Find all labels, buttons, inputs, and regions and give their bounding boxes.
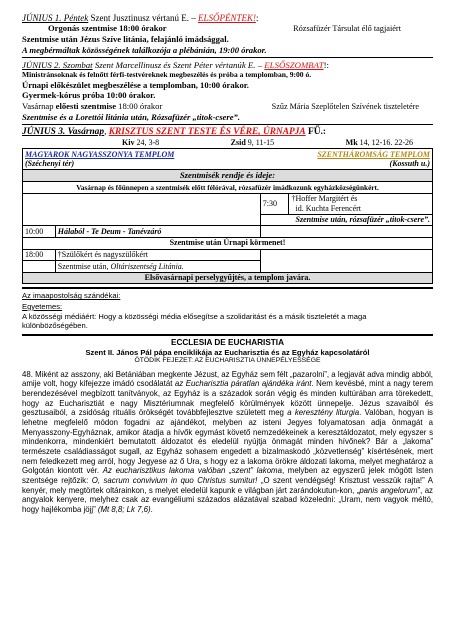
article-subtitle: Szent II. János Pál pápa enciklikája az Eucharisztia és az Egyház kapcsolatáról: [85, 347, 370, 357]
mass-1000-time: 10:00: [23, 226, 56, 238]
june-2-mass: Vasárnap előesti szentmise 18:00 órakor: [22, 100, 163, 111]
june-1-section: [22, 13, 433, 55]
church-row: [23, 149, 433, 170]
mass-1000-intention: Hálaból - Te Deum - Tanévzáró: [55, 226, 260, 238]
right-church-place: (Kossuth u.): [389, 159, 430, 169]
mass-730-time: 7:30: [260, 193, 289, 214]
mass-1800-after-row: [23, 261, 433, 273]
reading-2: Zsid 9, 11-15: [230, 138, 275, 148]
intention-title: Az imaapostolság szándékai:: [22, 291, 121, 301]
procession-row: [23, 237, 433, 249]
order-note: Vasárnap és főünnepen a szentmisék előtt félórával, rózsafüzér imádkozunk egyházközségünkért.: [23, 182, 433, 194]
mass-1800-after: Szentmise után, Oltáriszentség Litánia.: [55, 261, 260, 273]
order-title-row: [23, 170, 433, 182]
order-title: Szentmisék rendje és ideje:: [23, 170, 433, 182]
mass-1000-row: [23, 226, 433, 238]
article-title: ECCLESIA DE EUCHARISTIA: [171, 337, 284, 347]
june-3-date: JÚNIUS 3. Vasárnap: [22, 127, 105, 138]
double-divider: [22, 334, 433, 336]
june-2-saints: Szent Marcellinusz és Szent Péter vértanúk E. –: [92, 59, 265, 70]
left-church-place: (Széchenyi tér): [25, 159, 75, 169]
mass-1800-time: 18:00: [23, 249, 56, 261]
mass-730-after-row: [23, 214, 433, 226]
june-3-heading: JÚNIUS 3. Vasárnap, KRISZTUS SZENT TESTE ÉS VÉRE, ÚRNAPJA FŰ.:: [22, 127, 326, 138]
june-2-section: [22, 60, 433, 122]
june-1-heading: JÚNIUS 1. Péntek Szent Jusztinusz vértanú E. – ELSŐPÉNTEK!:: [22, 13, 259, 23]
prayer-intention: [22, 291, 433, 330]
right-church-name: SZENTHÁROMSÁG TEMPLOM: [317, 149, 430, 159]
june-1-mass: Orgonás szentmise 18:00 órakor: [48, 23, 167, 34]
june-2-line-2: Úrnapi előkészület megbeszélése a templomban, 10:00 órakor.: [22, 80, 249, 91]
june-2-note: Szentmise és a Lorettói litánia után, Rózsafüzér „titok-csere”.: [22, 111, 240, 122]
procession-note: Szentmise után Úrnapi körmenet!: [23, 237, 433, 249]
june-1-date: JÚNIUS 1. Péntek: [22, 13, 89, 23]
mass-730-intention-2: id. Kuchta Ferencért: [295, 203, 362, 213]
reading-1: Kiv 24, 3-8: [122, 138, 160, 148]
double-divider: [22, 287, 433, 289]
june-2-line-1: Ministránsoknak és felnőtt férfi-testvéreknek megbeszélés és próba a templomban, 9:00 ó.: [22, 70, 312, 80]
june-2-mass-note: Szűz Mária Szeplőtelen Szívének tiszteletére: [271, 101, 419, 111]
reading-3: Mk 14, 12-16. 22-26: [345, 138, 413, 148]
left-church-name: MAGYAROK NAGYASSZONYA TEMPLOM: [25, 149, 175, 159]
june-1-feast: ELSŐPÉNTEK!: [197, 13, 256, 23]
june-3-feast: KRISZTUS SZENT TESTE ÉS VÉRE, ÚRNAPJA: [108, 127, 306, 138]
june-1-litany: Szentmise után Jézus Szíve litánia, felajánló imádsággal.: [22, 34, 229, 45]
mass-1800-intention: †Szülőkért és nagyszülőkért: [55, 249, 260, 261]
divider: [22, 57, 433, 58]
collection-note: Elsővasárnapi perselygyűjtés, a templom javára.: [23, 272, 433, 284]
mass-1800-row: [23, 249, 433, 261]
mass-schedule-table: [22, 148, 433, 284]
june-3-section: [22, 127, 433, 148]
june-1-saint: Szent Jusztinusz vértanú E. –: [88, 13, 198, 23]
june-2-heading: JÚNIUS 2. Szombat Szent Marcellinusz és Szent Péter vértanúk E. – ELSŐSZOMBAT!:: [22, 59, 329, 70]
intention-label: Egyetemes:: [22, 301, 63, 311]
encyclical-article: [22, 338, 433, 515]
order-note-row: [23, 182, 433, 194]
article-chapter: ÖTÖDIK FEJEZET: AZ EUCHARISZTIA ÜNNEPÉLYESSÉGE: [134, 357, 321, 365]
mass-730-row: [23, 193, 433, 214]
collection-row: [23, 272, 433, 284]
intention-text: A közösségi médiáért: Hogy a közösségi média elősegítse a szolidaritást és a másik tiszteletét a maga különbözőségében.: [22, 311, 367, 331]
bulletin-page: [22, 13, 433, 515]
june-1-note: A megbérmáltak közösségének találkozója a plébánián, 19:00 órakor.: [22, 44, 267, 55]
mass-730-after: Szentmise után, rózsafüzér „titok-csere”.: [260, 214, 432, 226]
june-2-line-3: Gyermek-kórus próba 10:00 órakor.: [22, 90, 156, 101]
june-2-date: JÚNIUS 2. Szombat: [22, 59, 93, 70]
june-2-feast: ELSŐSZOMBAT: [264, 59, 324, 70]
article-body: 48. Miként az asszony, aki Betániában megkente Jézust, az Egyház sem félt „pazarolni”, a legjavát adva mindig abból, amije volt, hogy kifejezze imádó csodálatát az Eucharisztia páratlan ajándéka iránt. Nem kevésbé, mint a nagy terem berendezésével megbízott tanítványok, az Egyház is a századok során végig és minden kultúrában arra törekedett, hogy az Eucharisztiát e nagy Misztériumnak megfelelő körülmények között ünnepelje. Jézus szavaiból és gesztusaiból, a zsidóság rituális örökségét továbbfejlesztve született meg a keresztény liturgia. Valóban, hogyan is lehetne megfelelő módon fogadni az ajándékot, melyben az isteni Jegyes folyamatosan adja önmagát a Menyasszony-Egyháznak, amikor átadja a hívők egymást követő nemzedékeinek a keresztáldozatot, mely egyszer s mindenkorra, mindenkiért bemutatott áldozatot és eledelül nyújtja önmagát minden hívőnek? Bár a „lakoma” természete családiasságot sugall, az Egyház sohasem engedett a bizalmaskodó „közvetlenség” kísértésének, mert nem feledkezett meg arról, hogy Jegyese az ő Ura, s hogy ez a lakoma örökre áldozati lakoma, melyet meghatároz a Golgotán kiontott vér. Az eucharisztikus lakoma valóban „szent” lakoma, melyben az egyszerű jelek mögött Isten szentsége rejtőzik: O, sacrum convivium in quo Christus sumitur! „O szent vendégség! Krisztust vesszük rajta!” A kenyér, mely megtörtek oltárainkon, s melyet eledelül kapunk e világban járt zarándokutun-kon, „panis angelorum”, az angyalok kenyere, melyhez csak az evangéliumi százados alázatával szabad közeledni: „Uram, nem vagyok méltó, hogy hajlékomba jöjj” (Mt 8,8; Lk 7,6).: [22, 369, 434, 514]
mass-730-intention-1: †Hoffer Margitért és: [291, 194, 358, 204]
readings: [22, 138, 433, 148]
divider: [22, 124, 433, 125]
june-1-mass-note: Rózsafüzér Társulat élő tagjaiért: [293, 24, 401, 34]
